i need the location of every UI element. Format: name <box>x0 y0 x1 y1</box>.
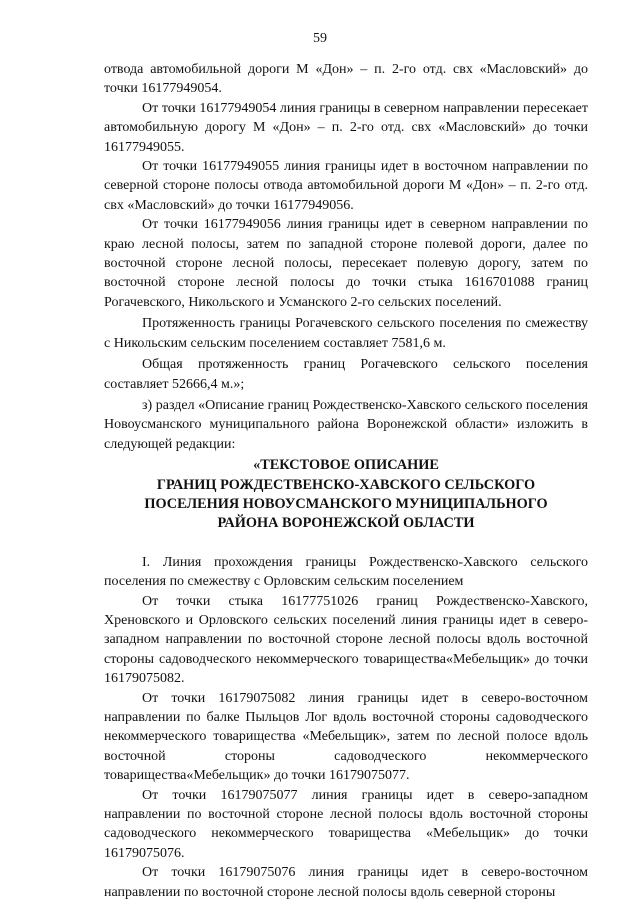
paragraph: з) раздел «Описание границ Рождественско-Хавского сельского поселения Новоусманского муниципального района Воронежской области» изложить в следующей редакции: <box>104 397 588 452</box>
page-number: 59 <box>313 31 327 46</box>
paragraph: От точки 16177949056 линия границы идет в северном направлении по краю лесной полосы, затем по западной стороне полевой дороги, далее по восточной стороне лесной полосы, пересекает полевую дорогу, затем по восточной стороне лесной полосы до точки стыка 1616701088 границ Рогачевского, Никольского и Усманского 2-го сельских поселений. <box>104 217 588 310</box>
heading-line: РАЙОНА ВОРОНЕЖСКОЙ ОБЛАСТИ <box>217 515 475 532</box>
paragraph: От точки 16179075082 линия границы идет в северо-восточном направлении по балке Пыльцов Лог вдоль восточной стороны садоводческого некоммерческого товарищества «Мебельщик», затем по лесной полосе вдоль восточной стороны садоводческого некоммерческого товарищества«Мебельщик» до точки 16179075077. <box>104 690 588 784</box>
document-body <box>104 60 588 902</box>
heading-line: ПОСЕЛЕНИЯ НОВОУСМАНСКОГО МУНИЦИПАЛЬНОГО <box>144 495 548 512</box>
paragraph: От точки стыка 16177751026 границ Рождественско-Хавского, Хреновского и Орловского сельских поселений линия границы идет в северо-западном направлении по восточной стороне лесной полосы вдоль восточной стороны садоводческого некоммерческого товарищества«Мебельщик» до точки 16179075082. <box>104 593 588 687</box>
section-heading <box>104 456 588 534</box>
paragraph-continuation: отвода автомобильной дороги М «Дон» – п. 2-го отд. свх «Масловский» до точки 16177949054. <box>104 62 588 97</box>
paragraph: От точки 16179075077 линия границы идет в северо-западном направлении по восточной стороне лесной полосы вдоль восточной стороны садоводческого некоммерческого товарищества «Мебельщик» до точки 16179075076. <box>104 787 588 861</box>
heading-line: ГРАНИЦ РОЖДЕСТВЕНСКО-ХАВСКОГО СЕЛЬСКОГО <box>156 476 536 493</box>
paragraph: Протяженность границы Рогачевского сельского поселения по смежеству с Никольским сельским поселением составляет 7581,6 м. <box>104 316 588 351</box>
paragraph: От точки 16177949055 линия границы идет в восточном направлении по северной стороне полосы отвода автомобильной дороги М «Дон» – п. 2-го отд. свх «Масловский» до точки 16177949056. <box>104 159 588 213</box>
paragraph: От точки 16179075076 линия границы идет в северо-восточном направлении по восточной стороне лесной полосы вдоль северной стороны <box>104 865 588 900</box>
heading-line: «ТЕКСТОВОЕ ОПИСАНИЕ <box>253 457 439 474</box>
paragraph: От точки 16177949054 линия границы в северном направлении пересекает автомобильную дорогу М «Дон» – п. 2-го отд. свх «Масловский» до точки 16177949055. <box>104 100 588 155</box>
paragraph: Общая протяженность границ Рогачевского сельского поселения составляет 52666,4 м.»; <box>104 357 588 392</box>
paragraph: I. Линия прохождения границы Рождественско-Хавского сельского поселения по смежеству с Орловским сельским поселением <box>104 554 588 590</box>
